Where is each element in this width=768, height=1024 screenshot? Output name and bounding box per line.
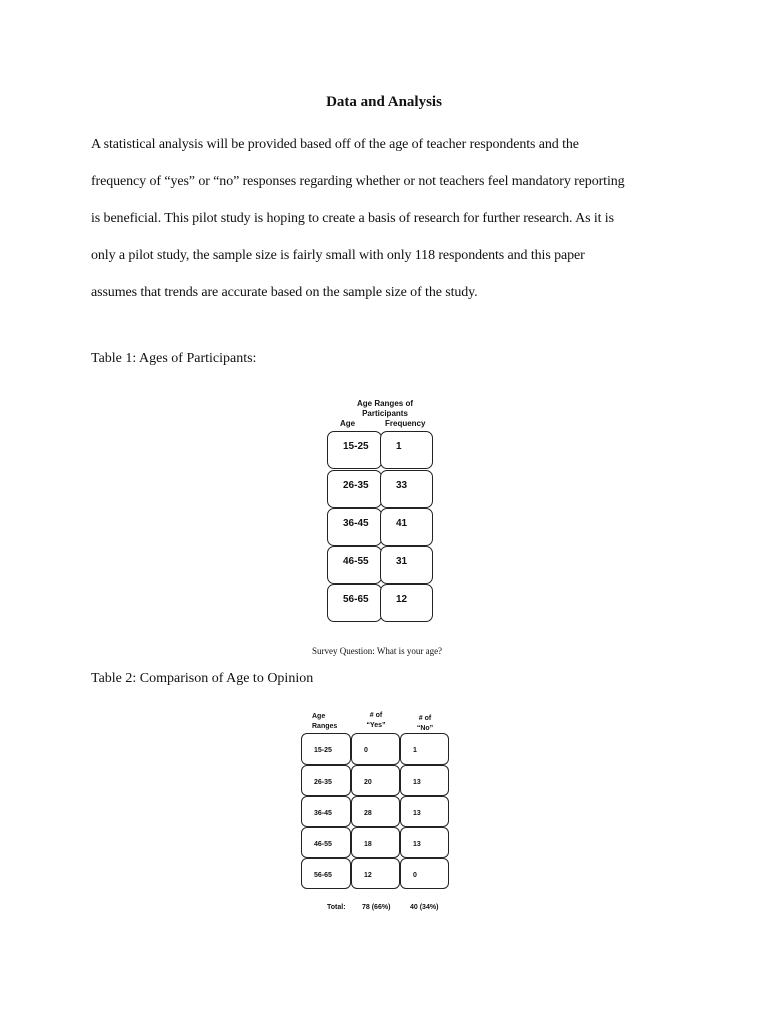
table2-total-label: Total:: [327, 904, 346, 911]
paragraph-line: only a pilot study, the sample size is fairly small with only 118 respondents and this paper: [91, 248, 585, 263]
paragraph-line: assumes that trends are accurate based on the sample size of the study.: [91, 285, 478, 300]
table2-col-no: [405, 714, 445, 734]
table2-col-yes: [356, 711, 396, 731]
table2-col-yes-line: “Yes”: [366, 722, 386, 729]
table2-no-cell: 0: [400, 858, 449, 889]
table1-frequency-cell: 12: [380, 584, 433, 622]
table2-age-cell: 56-65: [301, 858, 351, 889]
table2-total-no: 40 (34%): [410, 904, 439, 911]
table2-col-age: [312, 712, 337, 732]
table1-age-cell: 46-55: [327, 546, 382, 584]
table2-no-cell: 13: [400, 827, 449, 858]
table2-col-no-line: # of: [418, 715, 432, 722]
table1-frequency-cell: 31: [380, 546, 433, 584]
table1-col-frequency: Frequency: [385, 419, 426, 428]
paragraph-line: is beneficial. This pilot study is hoping to create a basis of research for further research. As it is: [91, 211, 614, 226]
table1-survey-note: Survey Question: What is your age?: [312, 646, 443, 656]
table1-caption: Table 1: Ages of Participants:: [91, 351, 257, 366]
body-paragraph: [91, 126, 691, 311]
table2-age-cell: 26-35: [301, 765, 351, 796]
table2-age-cell: 46-55: [301, 827, 351, 858]
table1-age-cell: 26-35: [327, 470, 382, 508]
table2-age-cell: 36-45: [301, 796, 351, 827]
paragraph-line: A statistical analysis will be provided based off of the age of teacher respondents and the: [91, 137, 579, 152]
table2-no-cell: 13: [400, 796, 449, 827]
table2-col-no-line: “No”: [416, 725, 434, 732]
section-heading: Data and Analysis: [326, 94, 442, 110]
table1-frequency-cell: 1: [380, 431, 433, 469]
table2-col-yes-line: # of: [369, 712, 383, 719]
table1-title-line: Participants: [362, 409, 408, 418]
table1-age-cell: 56-65: [327, 584, 382, 622]
paragraph-line: frequency of “yes” or “no” responses regarding whether or not teachers feel mandatory reporting: [91, 174, 625, 189]
table1-title: [330, 399, 440, 419]
table2-yes-cell: 12: [351, 858, 400, 889]
table2-age-cell: 15-25: [301, 733, 351, 765]
table1-col-age: Age: [340, 419, 356, 428]
table2-yes-cell: 0: [351, 733, 400, 765]
table1-title-line: Age Ranges of: [356, 399, 413, 408]
table2-no-cell: 1: [400, 733, 449, 765]
table1-age-cell: 36-45: [327, 508, 382, 546]
table1-frequency-cell: 33: [380, 470, 433, 508]
table2-yes-cell: 18: [351, 827, 400, 858]
table2-no-cell: 13: [400, 765, 449, 796]
table2-yes-cell: 28: [351, 796, 400, 827]
table2-caption: Table 2: Comparison of Age to Opinion: [91, 671, 314, 686]
table1-frequency-cell: 41: [380, 508, 433, 546]
table2-yes-cell: 20: [351, 765, 400, 796]
table1-age-cell: 15-25: [327, 431, 382, 469]
table2-col-age-line: Age: [312, 713, 326, 720]
table2-total-yes: 78 (66%): [362, 904, 391, 911]
table2-col-age-line: Ranges: [312, 723, 338, 730]
